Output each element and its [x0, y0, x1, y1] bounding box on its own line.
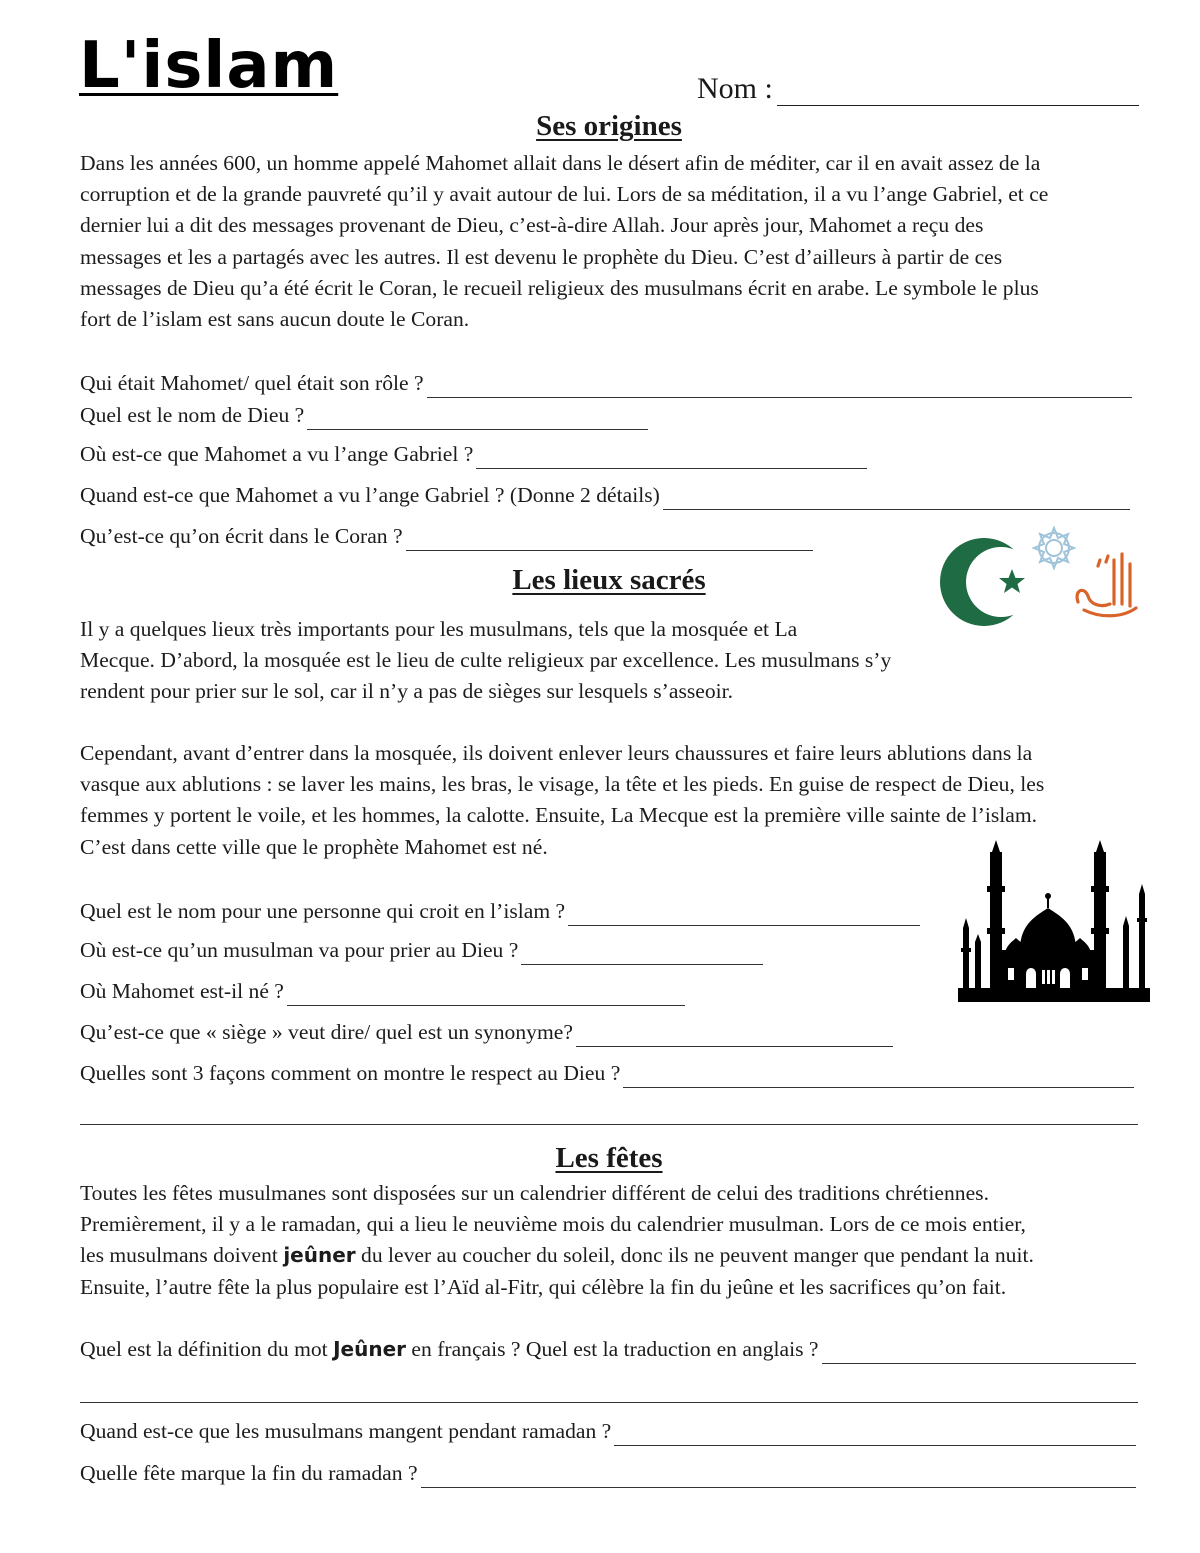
text-line: Cependant, avant d’entrer dans la mosquée, ils doivent enlever leurs chaussures et faire leurs ablutions dans la	[80, 741, 1033, 765]
question-text: Quel est le nom pour une personne qui croit en l’islam ?	[80, 899, 566, 923]
question-text	[80, 1334, 819, 1364]
answer-line[interactable]	[80, 1402, 1138, 1403]
text-line: femmes y portent le voile, et les hommes, la calotte. Ensuite, La Mecque est la première ville sainte de l’islam.	[80, 803, 1038, 828]
name-field-row	[697, 66, 1139, 106]
lieux-paragraph-2	[80, 738, 1044, 863]
text-segment: Quel est la définition du mot	[80, 1337, 334, 1361]
question-row	[80, 1017, 893, 1047]
text-line: C’est dans cette ville que le prophète Mahomet est né.	[80, 834, 548, 859]
lieux-paragraph-1	[80, 614, 891, 708]
question-row	[80, 1334, 1136, 1364]
section-heading-origines: Ses origines	[536, 110, 682, 142]
answer-line[interactable]	[568, 903, 920, 926]
question-row	[80, 1458, 1136, 1488]
text-line: dernier lui a dit des messages provenant de Dieu, c’est-à-dire Allah. Jour après jour, Mahomet a reçu des	[80, 213, 984, 238]
answer-line[interactable]	[822, 1341, 1136, 1364]
answer-line[interactable]	[663, 487, 1130, 510]
text-segment: du lever au coucher du soleil, donc ils ne peuvent manger que pendant la nuit.	[355, 1243, 1034, 1268]
text-line: Ensuite, l’autre fête la plus populaire est l’Aïd al-Fitr, qui célèbre la fin du jeûne et les sacrifices qu’on fait.	[80, 1274, 1007, 1299]
text-line: vasque aux ablutions : se laver les mains, les bras, le visage, la tête et les pieds. En guise de respect de Dieu, les	[80, 772, 1045, 797]
name-label: Nom :	[697, 72, 773, 105]
answer-line[interactable]	[476, 446, 867, 469]
text-line: Toutes les fêtes musulmanes sont disposées sur un calendrier différent de celui des traditions chrétiennes.	[80, 1181, 989, 1205]
question-row	[80, 896, 920, 926]
origines-paragraph	[80, 148, 1048, 335]
page-title: L'islam	[79, 29, 339, 103]
question-text: Qui était Mahomet/ quel était son rôle ?	[80, 371, 424, 395]
question-text: Quel est le nom de Dieu ?	[80, 403, 305, 427]
mosque-silhouette-icon	[958, 838, 1150, 1004]
question-text: Quelle fête marque la fin du ramadan ?	[80, 1461, 418, 1485]
text-segment: en français ? Quel est la traduction en anglais ?	[406, 1337, 819, 1361]
answer-line[interactable]	[287, 983, 685, 1006]
question-text: Où est-ce que Mahomet a vu l’ange Gabriel ?	[80, 442, 474, 466]
question-row	[80, 480, 1130, 510]
answer-line[interactable]	[427, 375, 1132, 398]
question-row	[80, 976, 685, 1006]
question-row	[80, 439, 867, 469]
question-row	[80, 1058, 1134, 1088]
answer-line[interactable]	[623, 1065, 1134, 1088]
question-text: Quand est-ce que Mahomet a vu l’ange Gabriel ? (Donne 2 détails)	[80, 483, 660, 507]
question-row	[80, 521, 813, 551]
name-answer-line[interactable]	[777, 73, 1139, 106]
text-line: fort de l’islam est sans aucun doute le Coran.	[80, 307, 470, 332]
question-text: Quelles sont 3 façons comment on montre le respect au Dieu ?	[80, 1061, 621, 1085]
question-row	[80, 368, 1132, 398]
answer-line[interactable]	[521, 942, 763, 965]
question-text: Qu’est-ce qu’on écrit dans le Coran ?	[80, 524, 403, 548]
question-row	[80, 935, 763, 965]
question-text: Qu’est-ce que « siège » veut dire/ quel est un synonyme?	[80, 1020, 573, 1044]
keyword-jeuner: jeûner	[283, 1243, 356, 1268]
text-segment: les musulmans doivent	[80, 1243, 284, 1268]
text-line: messages et les a partagés avec les autres. Il est devenu le prophète du Dieu. C’est d’ailleurs à partir de ces	[80, 244, 1003, 269]
question-text: Quand est-ce que les musulmans mangent pendant ramadan ?	[80, 1419, 612, 1443]
question-text: Où est-ce qu’un musulman va pour prier au Dieu ?	[80, 938, 519, 962]
answer-line[interactable]	[576, 1024, 893, 1047]
text-line: Il y a quelques lieux très importants pour les musulmans, tels que la mosquée et La	[80, 617, 798, 641]
text-line: Premièrement, il y a le ramadan, qui a lieu le neuvième mois du calendrier musulman. Lors de ce mois entier,	[80, 1212, 1026, 1237]
answer-line[interactable]	[421, 1465, 1136, 1488]
text-line: rendent pour prier sur le sol, car il n’y a pas de sièges sur lesquels s’asseoir.	[80, 679, 734, 704]
section-heading-fetes: Les fêtes	[555, 1142, 663, 1174]
text-line: Mecque. D’abord, la mosquée est le lieu de culte religieux par excellence. Les musulmans s’y	[80, 648, 892, 673]
answer-line[interactable]	[307, 407, 648, 430]
answer-line[interactable]	[80, 1124, 1138, 1125]
question-text: Où Mahomet est-il né ?	[80, 979, 284, 1003]
text-line	[80, 1240, 1034, 1271]
answer-line[interactable]	[406, 528, 813, 551]
text-line: messages de Dieu qu’a été écrit le Coran, le recueil religieux des musulmans écrit en arabe. Le symbole le plus	[80, 275, 1039, 300]
keyword-jeuner: Jeûner	[333, 1337, 407, 1361]
section-heading-lieux: Les lieux sacrés	[512, 564, 706, 596]
text-line: Dans les années 600, un homme appelé Mahomet allait dans le désert afin de méditer, car il en avait assez de la	[80, 151, 1041, 175]
fetes-paragraph	[80, 1178, 1034, 1303]
text-line: corruption et de la grande pauvreté qu’il y avait autour de lui. Lors de sa méditation, il a vu l’ange Gabriel, et ce	[80, 182, 1049, 207]
question-row	[80, 1416, 1136, 1446]
answer-line[interactable]	[614, 1423, 1136, 1446]
question-row	[80, 400, 648, 430]
